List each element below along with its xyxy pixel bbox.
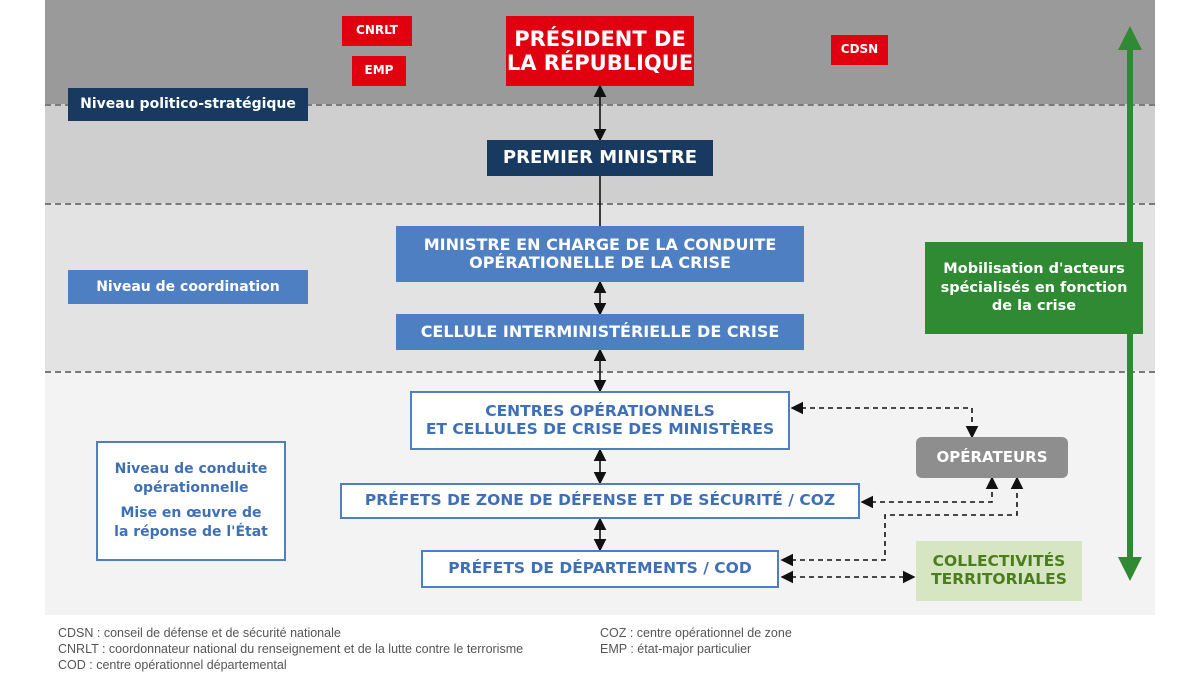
legend-coz: COZ : centre opérationnel de zone (600, 626, 792, 640)
level-label-coordination: Niveau de coordination (68, 270, 308, 304)
dashed-centres-operateurs (792, 408, 972, 437)
prefets-zone-box: PRÉFETS DE ZONE DE DÉFENSE ET DE SÉCURITÉ / COZ (340, 483, 860, 519)
centres-operationnels-box: CENTRES OPÉRATIONNELS ET CELLULES DE CRISE DES MINISTÈRES (410, 391, 790, 450)
cdsn-box: CDSN (831, 35, 888, 65)
prefets-departements-box: PRÉFETS DE DÉPARTEMENTS / COD (421, 550, 779, 588)
dashed-zone-operateurs (862, 478, 992, 502)
operateurs-box: OPÉRATEURS (916, 437, 1068, 478)
legend-emp: EMP : état-major particulier (600, 642, 752, 656)
premier-ministre-box: PREMIER MINISTRE (487, 140, 713, 176)
emp-box: EMP (352, 56, 406, 86)
legend-right (600, 625, 792, 657)
cnrlt-box: CNRLT (342, 16, 412, 46)
legend-cnrlt: CNRLT : coordonnateur national du renseignement et de la lutte contre le terrorisme (58, 642, 524, 656)
level-label-operational: Niveau de conduite opérationnelle Mise en œuvre de la réponse de l'État (96, 441, 286, 561)
mobilisation-box: Mobilisation d'acteurs spécialisés en fonction de la crise (925, 242, 1143, 334)
legend-cod: COD : centre opérationnel départemental (58, 658, 287, 672)
legend-cdsn: CDSN : conseil de défense et de sécurité nationale (58, 626, 341, 640)
ministre-conduite-box: MINISTRE EN CHARGE DE LA CONDUITE OPÉRATIONELLE DE LA CRISE (396, 226, 804, 282)
legend-left (58, 625, 523, 673)
president-box: PRÉSIDENT DE LA RÉPUBLIQUE (506, 16, 694, 86)
collectivites-box: COLLECTIVITÉS TERRITORIALES (916, 541, 1082, 601)
cellule-interministerielle-box: CELLULE INTERMINISTÉRIELLE DE CRISE (396, 314, 804, 350)
level-label-strategic: Niveau politico-stratégique (68, 88, 308, 121)
